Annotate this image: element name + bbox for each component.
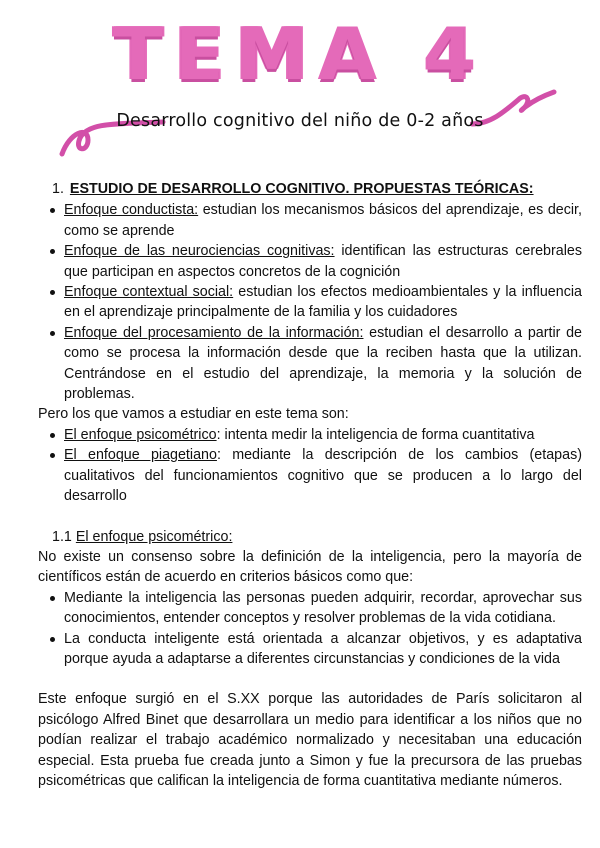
theoretical-approaches-list — [38, 200, 582, 404]
list-item: Enfoque del procesamiento de la información: estudian el desarrollo a partir de como se procesa la información desde que la reciben hasta que la utilizan. Centrándose en el estudio del aprendizaje, la memoria y la solución de problemas. — [38, 323, 582, 405]
list-item: Enfoque contextual social: estudian los efectos medioambientales y la influencia en el aprendizaje principalmente de la familia y los cuidadores — [38, 282, 582, 323]
section-1-1-intro: No existe un consenso sobre la definición de la inteligencia, pero la mayoría de científicos están de acuerdo en criterios básicos como que: — [38, 548, 582, 586]
section-1-1-heading: 1.1 El enfoque psicométrico: — [52, 528, 233, 545]
list-item: Enfoque conductista: estudian los mecanismos básicos del aprendizaje, es decir, como se aprende — [38, 200, 582, 241]
list-item: El enfoque psicométrico: intenta medir la inteligencia de forma cuantitativa — [38, 425, 582, 445]
section-1-heading: 1. ESTUDIO DE DESARROLLO COGNITIVO. PROPUESTAS TEÓRICAS: — [52, 181, 534, 197]
intelligence-criteria-list — [38, 588, 582, 670]
document-body — [38, 179, 582, 791]
list-item: El enfoque piagetiano: mediante la descripción de los cambios (etapas) cualitativos del funcionamientos cognitivo que se producen a lo largo del desarrollo — [38, 445, 582, 506]
page-title: TEMA 4 — [113, 12, 487, 96]
binet-paragraph: Este enfoque surgió en el S.XX porque las autoridades de París solicitaron al psicólogo Alfred Binet que desarrollara un medio para identificar a los niños que no podían realizar el trabajo académico normalizado y necesitaban una educación especial. Esta prueba fue creada junto a Simon y fue la precursora de las pruebas psicométricas que califican la inteligencia de forma cuantitativa mediante números. — [38, 691, 582, 789]
intro-text: Pero los que vamos a estudiar en este tema son: — [38, 406, 349, 423]
page-subtitle: Desarrollo cognitivo del niño de 0-2 años — [116, 111, 484, 131]
studied-approaches-list — [38, 425, 582, 507]
list-item: La conducta inteligente está orientada a alcanzar objetivos, y es adaptativa porque ayuda a adaptarse a diferentes circunstancias y condiciones de la vida — [38, 629, 582, 670]
list-item: Enfoque de las neurociencias cognitivas: identifican las estructuras cerebrales que participan en aspectos concretos de la cognición — [38, 241, 582, 282]
list-item: Mediante la inteligencia las personas pueden adquirir, recordar, aprovechar sus conocimientos, entender conceptos y resolver problemas de la vida cotidiana. — [38, 588, 582, 629]
